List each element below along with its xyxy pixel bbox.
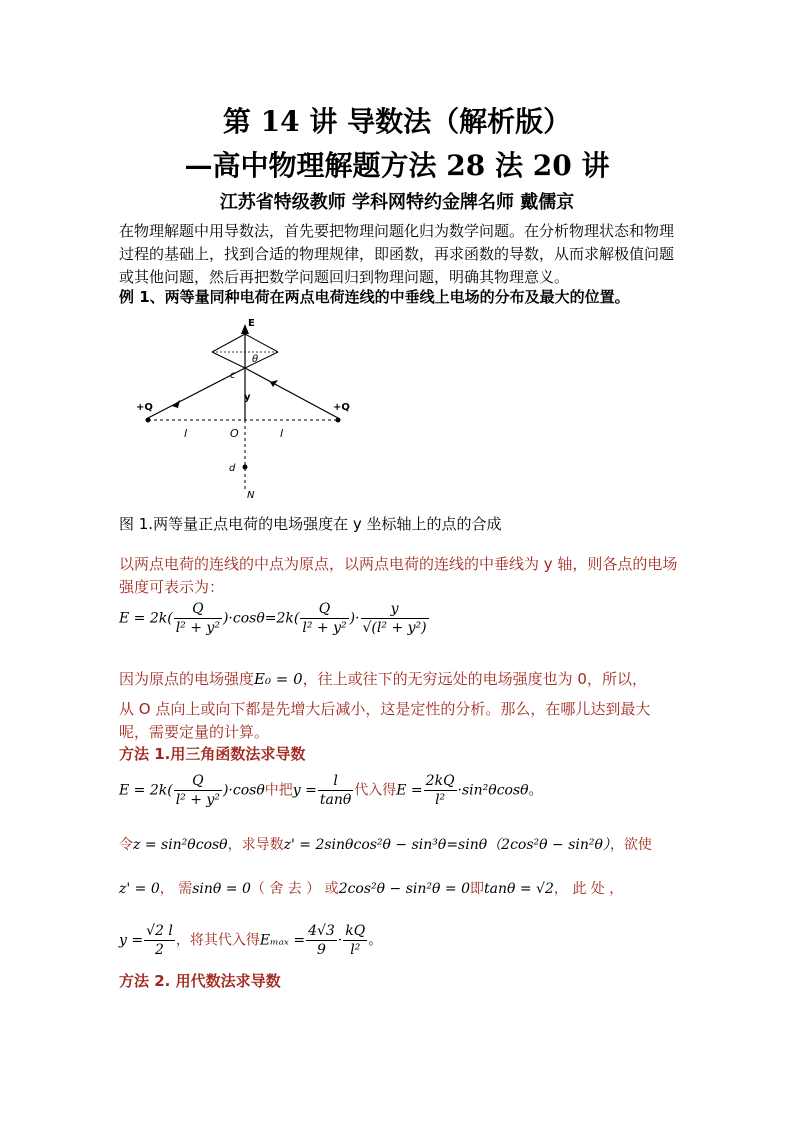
equation-substitution: E = 2k( $\frac{Q}{\text{l² + y²}}$ )·cosθ中把y = $\frac{l}{\tan\theta}$ 代入得E = $\frac{2kQ}{\text{l²}}$ ·sin²θcosθ。 [119,773,543,808]
point-d [243,465,248,470]
label-n: N [247,490,255,501]
figure-caption: 图 1.两等量正点电荷的电场强度在 y 坐标轴上的点的合成 [119,515,502,533]
label-E: E [248,318,255,329]
label-plus-q-right: +Q [333,402,350,413]
charge-left [146,418,151,423]
paragraph-coordinate: 以两点电荷的连线的中点为原点，以两点电荷的连线的中垂线为 y 轴，则各点的电场强度可表示为： [119,555,678,596]
field-diagram [130,310,370,510]
paragraph-qualitative: 从 O 点向上或向下都是先增大后减小，这是定性的分析。那么，在哪儿达到最大呢，需要定量的计算。 [119,700,651,741]
derivative-line: 令z = sin²θcosθ，求导数z' = 2sinθcos²θ − sin³θ=sinθ（2cos²θ − sin²θ），欲使 [119,837,652,853]
author-line: 江苏省特级教师 学科网特约金牌名师 戴儒京 [219,192,575,213]
label-d: d [229,463,236,474]
label-theta: θ [252,354,259,365]
line-right-charge [245,368,338,418]
charge-right [336,418,341,423]
label-y: y [244,392,251,403]
label-o: O [230,427,239,440]
title-line-1: 第 14 讲 导数法（解析版） [222,105,572,138]
label-c: c [230,370,236,381]
equation-field: E = 2k( $\frac{Q}{\text{l² + y²}}$ )·cosθ=2k( $\frac{Q}{\text{l² + y²}}$ )· $\frac{y}{\text{√(l² + y²)}}$ [119,601,427,636]
intro-paragraph: 在物理解题中用导数法，首先要把物理问题化归为数学问题。在分析物理状态和物理过程的基础上，找到合适的物理规律，即函数，再求函数的导数，从而求解极值问题或其他问题，然后再把数学问题回归到物理问题，明确其物理意义。 [119,222,675,286]
max-field-result: y = $\frac{√2 l}{2}$ ，将其代入得Eₘₐₓ = $\frac{4√3}{9}$ · $\frac{kQ}{\text{l²}}$ 。 [119,923,383,958]
condition-line: z' = 0， 需sinθ = 0（ 舍 去 ） 或2cos²θ − sin²θ = 0即tanθ = √2， 此 处 ， [119,881,624,897]
label-l-left: l [184,427,188,440]
method-1-heading: 方法 1.用三角函数法求导数 [119,745,306,763]
title-line-2: —高中物理解题方法 28 法 20 讲 [184,149,610,182]
paragraph-origin-field: 因为原点的电场强度E₀ = 0，往上或往下的无穷远处的电场强度也为 0，所以， [119,670,647,688]
method-2-heading: 方法 2. 用代数法求导数 [119,972,281,990]
label-plus-q-left: +Q [136,402,153,413]
example-1-heading: 例 1、两等量同种电荷在两点电荷连线的中垂线上电场的分布及最大的位置。 [119,288,630,306]
label-l-right: l [280,427,284,440]
